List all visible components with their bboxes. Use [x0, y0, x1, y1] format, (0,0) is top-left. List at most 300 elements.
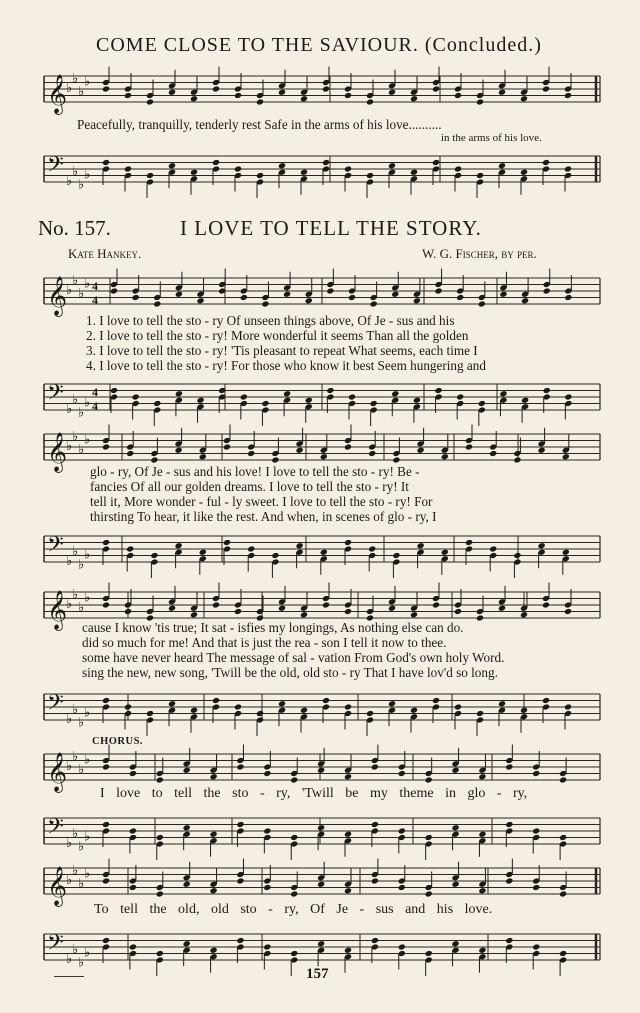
- notehead: [543, 387, 551, 394]
- notehead: [513, 552, 521, 559]
- flat-sign: ♭: [84, 829, 91, 845]
- flat-sign: ♭: [84, 167, 91, 183]
- notehead: [417, 447, 425, 454]
- time-signature: 4: [92, 385, 98, 399]
- notehead: [175, 291, 183, 298]
- notehead: [278, 162, 286, 169]
- notehead: [478, 773, 486, 780]
- notehead: [520, 95, 528, 102]
- bass-clef: 𝄢: [47, 814, 64, 845]
- notehead: [371, 821, 379, 828]
- notehead: [542, 697, 550, 704]
- notehead: [326, 287, 334, 294]
- notehead: [391, 291, 399, 298]
- flat-sign: ♭: [66, 283, 73, 298]
- flat-sign: ♭: [78, 762, 85, 778]
- notehead: [183, 940, 191, 947]
- notehead: [102, 159, 110, 166]
- notehead: [278, 700, 286, 707]
- verse-line: 1. I love to tell the sto - ry Of unseen things above, Of Je - sus and his: [86, 313, 455, 328]
- flat-sign: ♭: [66, 712, 73, 727]
- flat-sign: ♭: [78, 600, 85, 616]
- notehead: [366, 98, 374, 105]
- notehead: [156, 834, 164, 841]
- notehead: [300, 707, 308, 714]
- notehead: [499, 291, 507, 298]
- verse-line: cause I know 'tis true; It sat - isfies my longings, As nothing else can do.: [82, 620, 464, 635]
- notehead: [196, 297, 204, 304]
- flat-sign: ♭: [66, 952, 73, 967]
- verse-line: 2. I love to tell the sto - ry! More wonderful it seems Than all the golden: [86, 328, 469, 343]
- notehead: [476, 614, 484, 621]
- composer-credit: W. G. Fischer, by per.: [422, 246, 537, 261]
- notehead: [212, 601, 220, 608]
- notehead: [532, 943, 540, 950]
- notehead: [344, 92, 352, 99]
- flat-sign: ♭: [72, 273, 79, 289]
- treble-clef: 𝄞: [47, 74, 68, 114]
- notehead: [261, 300, 269, 307]
- verse-line: 3. I love to tell the sto - ry! 'Tis pleasant to repeat What seems, each time I: [86, 343, 478, 358]
- flat-sign: ♭: [72, 863, 79, 879]
- notehead: [296, 447, 304, 454]
- notehead: [212, 697, 220, 704]
- notehead: [564, 294, 572, 301]
- notehead: [344, 887, 352, 894]
- notehead: [498, 89, 506, 96]
- notehead: [290, 776, 298, 783]
- chorus-treble-staff-2: [0, 862, 640, 906]
- notehead: [150, 552, 158, 559]
- notehead: [290, 834, 298, 841]
- notehead: [110, 387, 118, 394]
- notehead: [454, 703, 462, 710]
- notehead: [247, 450, 255, 457]
- notehead: [296, 542, 304, 549]
- notehead: [190, 95, 198, 102]
- notehead: [156, 950, 164, 957]
- notehead: [124, 703, 132, 710]
- treble-clef: 𝄞: [47, 866, 68, 906]
- flat-sign: ♭: [72, 587, 79, 603]
- notehead: [410, 95, 418, 102]
- notehead: [261, 400, 269, 407]
- notehead: [234, 165, 242, 172]
- notehead: [168, 89, 176, 96]
- time-signature: 4: [92, 279, 98, 293]
- notehead: [344, 443, 352, 450]
- notehead: [499, 390, 507, 397]
- flat-sign: ♭: [84, 395, 91, 411]
- chorus-lyric-line-1: I love to tell the sto - ry, 'Twill be my theme in glo - ry,: [100, 786, 528, 801]
- notehead: [223, 539, 231, 546]
- notehead: [456, 393, 464, 400]
- notehead: [417, 542, 425, 549]
- notehead: [391, 390, 399, 397]
- flat-sign: ♭: [66, 597, 73, 612]
- notehead: [168, 162, 176, 169]
- notehead: [542, 159, 550, 166]
- flat-sign: ♭: [66, 554, 73, 569]
- flat-sign: ♭: [84, 74, 91, 90]
- notehead: [476, 98, 484, 105]
- notehead: [538, 542, 546, 549]
- chorus-lyric-line-2: To tell the old, old sto - ry, Of Je - sus and his love.: [94, 902, 493, 917]
- notehead: [124, 92, 132, 99]
- notehead: [388, 89, 396, 96]
- footer-rule: [54, 976, 84, 977]
- notehead: [283, 291, 291, 298]
- flat-sign: ♭: [66, 81, 73, 96]
- notehead: [240, 294, 248, 301]
- flat-sign: ♭: [84, 945, 91, 961]
- flat-sign: ♭: [78, 839, 85, 855]
- notehead: [344, 773, 352, 780]
- notehead: [236, 937, 244, 944]
- notehead: [513, 456, 521, 463]
- notehead: [271, 552, 279, 559]
- bass-clef: 𝄢: [47, 690, 64, 721]
- notehead: [247, 545, 255, 552]
- notehead: [199, 453, 207, 460]
- notehead: [124, 608, 132, 615]
- flat-sign: ♭: [72, 749, 79, 765]
- notehead: [210, 831, 218, 838]
- flat-sign: ♭: [72, 826, 79, 842]
- notehead: [124, 165, 132, 172]
- verse-line: some have never heard The message of sal - vation From God's own holy Word.: [82, 650, 505, 665]
- notehead: [256, 710, 264, 717]
- bass-clef: 𝄢: [47, 152, 64, 183]
- notehead: [326, 387, 334, 394]
- notehead: [348, 294, 356, 301]
- notehead: [322, 697, 330, 704]
- notehead: [564, 165, 572, 172]
- notehead: [532, 827, 540, 834]
- flat-sign: ♭: [72, 392, 79, 408]
- notehead: [322, 159, 330, 166]
- notehead: [317, 767, 325, 774]
- flat-sign: ♭: [72, 702, 79, 718]
- time-signature: 4: [92, 293, 98, 307]
- notehead: [434, 387, 442, 394]
- notehead: [256, 98, 264, 105]
- flat-sign: ♭: [78, 442, 85, 458]
- notehead: [562, 549, 570, 556]
- notehead: [559, 776, 567, 783]
- notehead: [489, 450, 497, 457]
- flat-sign: ♭: [84, 752, 91, 768]
- notehead: [212, 159, 220, 166]
- flat-sign: ♭: [72, 942, 79, 958]
- notehead: [132, 294, 140, 301]
- verse-line: sing the new, new song, 'Twill be the old, old sto - ry That I have lov'd so long.: [82, 665, 498, 680]
- flat-sign: ♭: [84, 547, 91, 563]
- notehead: [370, 400, 378, 407]
- notehead: [392, 456, 400, 463]
- notehead: [413, 397, 421, 404]
- notehead: [210, 887, 218, 894]
- notehead: [432, 159, 440, 166]
- notehead: [263, 827, 271, 834]
- notehead: [317, 824, 325, 831]
- notehead: [559, 890, 567, 897]
- notehead: [564, 92, 572, 99]
- notehead: [236, 877, 244, 884]
- system1-treble-staff: [0, 272, 640, 316]
- notehead: [410, 707, 418, 714]
- notehead: [366, 710, 374, 717]
- notehead: [371, 937, 379, 944]
- top-treble-staff: [0, 70, 640, 114]
- notehead: [240, 393, 248, 400]
- flat-sign: ♭: [78, 876, 85, 892]
- notehead: [175, 390, 183, 397]
- hymn-number: No. 157.: [38, 216, 111, 240]
- notehead: [498, 162, 506, 169]
- notehead: [199, 549, 207, 556]
- notehead: [146, 98, 154, 105]
- flat-sign: ♭: [78, 84, 85, 100]
- notehead: [344, 831, 352, 838]
- chorus-treble-staff-1: [0, 748, 640, 792]
- notehead: [489, 545, 497, 552]
- notehead: [478, 887, 486, 894]
- notehead: [102, 539, 110, 546]
- notehead: [505, 821, 513, 828]
- notehead: [562, 453, 570, 460]
- notehead: [520, 707, 528, 714]
- notehead: [454, 92, 462, 99]
- notehead: [129, 827, 137, 834]
- flat-sign: ♭: [66, 873, 73, 888]
- notehead: [320, 453, 328, 460]
- verse-line: fancies Of all our golden dreams. I love to tell the sto - ry! It: [90, 479, 409, 494]
- notehead: [305, 297, 313, 304]
- notehead: [102, 821, 110, 828]
- notehead: [505, 937, 513, 944]
- verse-line: tell it, More wonder - ful - ly sweet. I love to tell the sto - ry! For: [90, 494, 433, 509]
- notehead: [559, 834, 567, 841]
- notehead: [441, 549, 449, 556]
- notehead: [559, 950, 567, 957]
- notehead: [212, 85, 220, 92]
- flat-sign: ♭: [78, 405, 85, 421]
- notehead: [538, 447, 546, 454]
- notehead: [236, 821, 244, 828]
- flat-sign: ♭: [72, 71, 79, 87]
- notehead: [126, 545, 134, 552]
- notehead: [398, 884, 406, 891]
- notehead: [156, 890, 164, 897]
- notehead: [542, 85, 550, 92]
- notehead: [175, 542, 183, 549]
- notehead: [498, 605, 506, 612]
- notehead: [498, 700, 506, 707]
- notehead: [168, 700, 176, 707]
- notehead: [425, 776, 433, 783]
- notehead: [413, 297, 421, 304]
- notehead: [175, 447, 183, 454]
- notehead: [344, 947, 352, 954]
- notehead: [146, 710, 154, 717]
- notehead: [263, 884, 271, 891]
- chorus-bass-staff-1: [0, 812, 640, 855]
- notehead: [290, 950, 298, 957]
- notehead: [564, 393, 572, 400]
- notehead: [368, 545, 376, 552]
- notehead: [371, 877, 379, 884]
- system2-bass-staff: [0, 530, 640, 573]
- notehead: [168, 605, 176, 612]
- notehead: [102, 85, 110, 92]
- notehead: [290, 890, 298, 897]
- notehead: [425, 834, 433, 841]
- chorus-bass-staff-2: [0, 928, 640, 971]
- notehead: [564, 703, 572, 710]
- notehead: [344, 165, 352, 172]
- notehead: [432, 85, 440, 92]
- flat-sign: ♭: [78, 955, 85, 971]
- notehead: [478, 300, 486, 307]
- notehead: [305, 397, 313, 404]
- notehead: [441, 453, 449, 460]
- notehead: [271, 456, 279, 463]
- notehead: [263, 943, 271, 950]
- bass-clef: 𝄢: [47, 532, 64, 563]
- notehead: [434, 287, 442, 294]
- notehead: [542, 601, 550, 608]
- flat-sign: ♭: [84, 590, 91, 606]
- flat-sign: ♭: [72, 544, 79, 560]
- notehead: [388, 162, 396, 169]
- notehead: [129, 943, 137, 950]
- notehead: [129, 884, 137, 891]
- notehead: [153, 400, 161, 407]
- notehead: [478, 400, 486, 407]
- verse-line: thirsting To hear, it like the rest. And when, in scenes of glo - ry, I: [90, 509, 437, 524]
- notehead: [344, 703, 352, 710]
- flat-sign: ♭: [78, 286, 85, 302]
- notehead: [410, 611, 418, 618]
- flat-sign: ♭: [66, 174, 73, 189]
- notehead: [300, 95, 308, 102]
- bass-clef: 𝄢: [47, 930, 64, 961]
- notehead: [520, 169, 528, 176]
- notehead: [102, 877, 110, 884]
- notehead: [465, 539, 473, 546]
- notehead: [452, 940, 460, 947]
- notehead: [520, 611, 528, 618]
- notehead: [543, 287, 551, 294]
- notehead: [454, 608, 462, 615]
- notehead: [432, 697, 440, 704]
- flat-sign: ♭: [66, 439, 73, 454]
- system1-bass-staff: [0, 378, 640, 421]
- flat-sign: ♭: [84, 866, 91, 882]
- notehead: [322, 85, 330, 92]
- notehead: [126, 450, 134, 457]
- notehead: [234, 703, 242, 710]
- treble-clef: 𝄞: [47, 590, 68, 630]
- notehead: [398, 943, 406, 950]
- notehead: [156, 776, 164, 783]
- treble-clef: 𝄞: [47, 276, 68, 316]
- notehead: [183, 824, 191, 831]
- notehead: [183, 881, 191, 888]
- notehead: [456, 294, 464, 301]
- notehead: [322, 601, 330, 608]
- notehead: [236, 763, 244, 770]
- flat-sign: ♭: [66, 402, 73, 417]
- notehead: [476, 710, 484, 717]
- flat-sign: ♭: [78, 557, 85, 573]
- notehead: [300, 611, 308, 618]
- notehead: [278, 89, 286, 96]
- notehead: [196, 397, 204, 404]
- flat-sign: ♭: [84, 705, 91, 721]
- notehead: [320, 549, 328, 556]
- notehead: [532, 770, 540, 777]
- flat-sign: ♭: [72, 164, 79, 180]
- notehead: [102, 443, 110, 450]
- notehead: [368, 450, 376, 457]
- flat-sign: ♭: [78, 177, 85, 193]
- notehead: [392, 552, 400, 559]
- notehead: [300, 169, 308, 176]
- notehead: [371, 763, 379, 770]
- notehead: [102, 763, 110, 770]
- notehead: [521, 397, 529, 404]
- notehead: [190, 169, 198, 176]
- flat-sign: ♭: [72, 429, 79, 445]
- notehead: [153, 300, 161, 307]
- notehead: [102, 697, 110, 704]
- notehead: [452, 881, 460, 888]
- notehead: [102, 601, 110, 608]
- flat-sign: ♭: [84, 276, 91, 292]
- treble-clef: 𝄞: [47, 752, 68, 792]
- notehead: [465, 443, 473, 450]
- notehead: [210, 773, 218, 780]
- notehead: [532, 884, 540, 891]
- chorus-label: CHORUS.: [92, 736, 144, 747]
- notehead: [317, 940, 325, 947]
- bass-clef: 𝄢: [47, 380, 64, 411]
- notehead: [348, 393, 356, 400]
- notehead: [344, 608, 352, 615]
- notehead: [425, 950, 433, 957]
- notehead: [478, 947, 486, 954]
- notehead: [452, 767, 460, 774]
- notehead: [370, 300, 378, 307]
- top-bass-staff: [0, 150, 640, 193]
- notehead: [256, 172, 264, 179]
- notehead: [146, 172, 154, 179]
- notehead: [129, 770, 137, 777]
- continued-echo-line: in the arms of his love.: [441, 132, 542, 144]
- flat-sign: ♭: [78, 715, 85, 731]
- notehead: [505, 877, 513, 884]
- verse-line: 4. I love to tell the sto - ry! For those who know it best Seem hungering and: [86, 358, 486, 373]
- notehead: [183, 767, 191, 774]
- notehead: [278, 605, 286, 612]
- flat-sign: ♭: [66, 759, 73, 774]
- notehead: [398, 770, 406, 777]
- notehead: [564, 608, 572, 615]
- notehead: [432, 601, 440, 608]
- notehead: [454, 165, 462, 172]
